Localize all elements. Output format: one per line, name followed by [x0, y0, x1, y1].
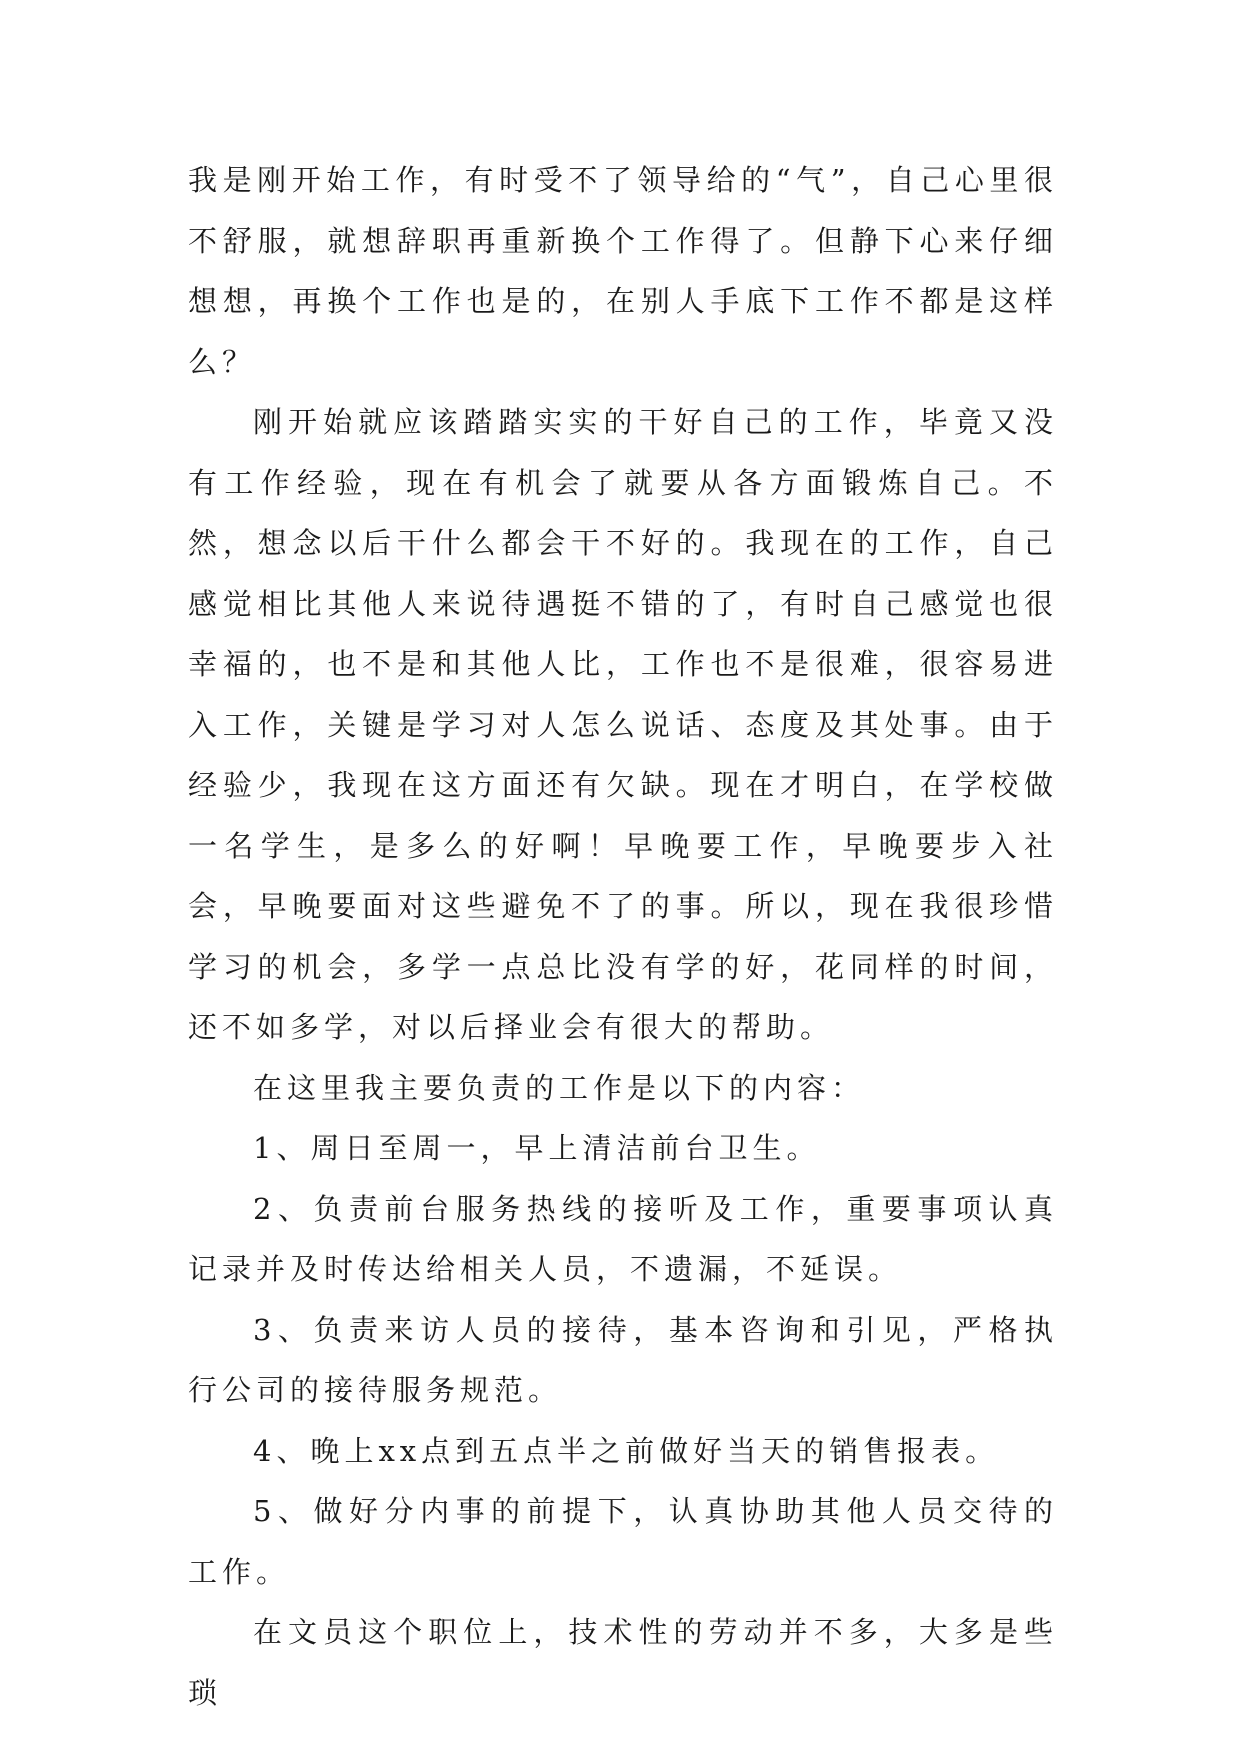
list-item-2: 2、负责前台服务热线的接听及工作，重要事项认真记录并及时传达给相关人员，不遗漏，不延误。	[188, 1191, 1058, 1286]
list-item-1: 1、周日至周一，早上清洁前台卫生。	[253, 1131, 821, 1165]
paragraph-final: 在文员这个职位上，技术性的劳动并不多，大多是些琐	[188, 1615, 1058, 1710]
paragraph-1: 我是刚开始工作，有时受不了领导给的“气”，自己心里很不舒服，就想辞职再重新换个工作得了。但静下心来仔细想想，再换个工作也是的，在别人手底下工作不都是这样么？	[188, 163, 1058, 379]
paragraph-2: 刚开始就应该踏踏实实的干好自己的工作，毕竟又没有工作经验，现在有机会了就要从各方面锻炼自己。不然，想念以后干什么都会干不好的。我现在的工作，自己感觉相比其他人来说待遇挺不错的了，有时自己感觉也很幸福的，也不是和其他人比，工作也不是很难，很容易进入工作，关键是学习对人怎么说话、态度及其处事。由于经验少，我现在这方面还有欠缺。现在才明白，在学校做一名学生，是多么的好啊！早晚要工作，早晚要步入社会，早晚要面对这些避免不了的事。所以，现在我很珍惜学习的机会，多学一点总比没有学的好，花同样的时间，还不如多学，对以后择业会有很大的帮助。	[188, 405, 1058, 1044]
document-page	[188, 150, 1058, 1723]
list-item-3: 3、负责来访人员的接待，基本咨询和引见，严格执行公司的接待服务规范。	[188, 1312, 1058, 1407]
paragraph-3: 在这里我主要负责的工作是以下的内容：	[253, 1070, 866, 1105]
list-item-5: 5、做好分内事的前提下，认真协助其他人员交待的工作。	[188, 1494, 1058, 1589]
list-item-4: 4、晚上xx点到五点半之前做好当天的销售报表。	[253, 1433, 1000, 1468]
